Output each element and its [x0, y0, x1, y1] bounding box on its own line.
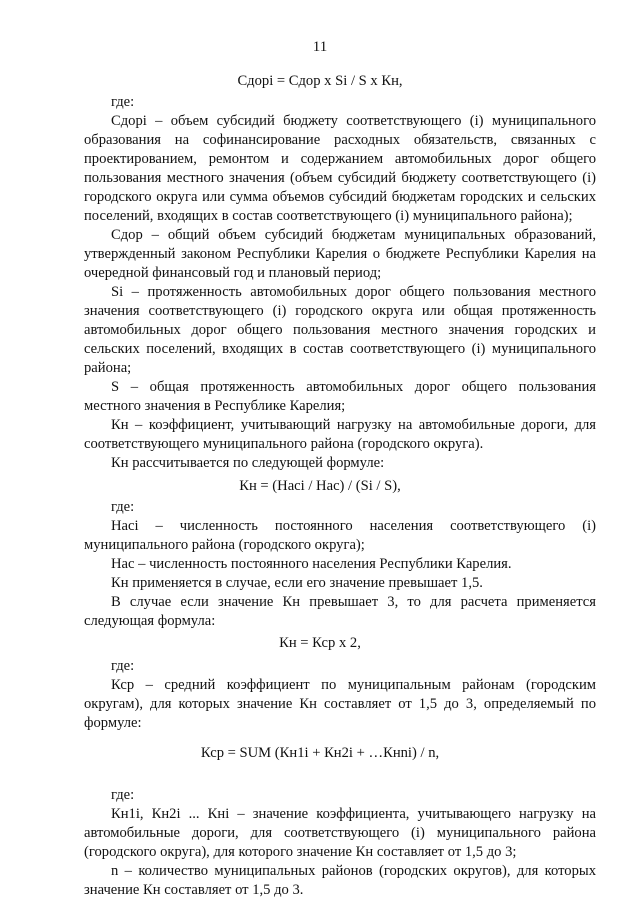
definition-s: S – общая протяженность автомобильных дорог общего пользования местного значения в Республике Карелия; [84, 379, 596, 414]
definition-kni: Кн1i, Кн2i ... Кнi – значение коэффициента, учитывающего нагрузку на автомобильные дороги, для соответствующего (i) муниципального района (городского округа), для которого значение Кн составляет от 1,5 до 3; [84, 806, 596, 860]
definition-nasi: Насi – численность постоянного населения соответствующего (i) муниципального района (городского округа); [84, 518, 596, 553]
definition-si: Si – протяженность автомобильных дорог общего пользования местного значения соответствующего (i) городского округа или общая протяженность автомобильных дорог общего пользования местного значения городских и сельских поселений, входящих в состав соответствующего (i) муниципального района; [84, 284, 596, 376]
formula-kn: Кн = (Насi / Нас) / (Si / S), [239, 478, 401, 494]
kn-applies-note: Кн применяется в случае, если его значение превышает 1,5. [111, 575, 483, 591]
formula-main: Сдорi = Сдор x Si / S x Кн, [237, 73, 403, 89]
page-number: 11 [312, 39, 328, 55]
formula-ksr: Кср = SUM (Кн1i + Кн2i + …Кнni) / n, [200, 745, 440, 761]
definition-n: n – количество муниципальных районов (городских округов), для которых значение Кн составляет от 1,5 до 3. [84, 863, 596, 898]
formula-kn-3: Кн = Кср x 2, [279, 635, 361, 651]
definition-ksr: Кср – средний коэффициент по муниципальным районам (городским округам), для которых значение Кн составляет от 1,5 до 3, определяемый по формуле: [84, 677, 596, 731]
where-label-3: где: [111, 658, 135, 674]
definition-sdori: Сдорi – объем субсидий бюджету соответствующего (i) муниципального образования на софинансирование расходных обязательств, связанных с проектированием, ремонтом и содержанием автомобильных дорог общего пользования местного значения (объем субсидий бюджету соответствующего (i) городского округа или сумма объемов субсидий бюджетам городских и сельских поселений, входящих в состав соответствующего (i) муниципального района); [84, 113, 596, 224]
where-label-1: где: [111, 94, 135, 110]
where-label-2: где: [111, 499, 135, 515]
where-label-4: где: [111, 787, 135, 803]
definition-sdor: Сдор – общий объем субсидий бюджетам муниципальных образований, утвержденный законом Республики Карелия о бюджете Республики Карелия на очередной финансовый год и плановый период; [84, 227, 596, 281]
definition-nas: Нас – численность постоянного населения Республики Карелия. [111, 556, 512, 572]
kn-intro: Кн рассчитывается по следующей формуле: [111, 455, 385, 471]
definition-kn: Кн – коэффициент, учитывающий нагрузку на автомобильные дороги, для соответствующего муниципального района (городского округа). [84, 417, 596, 452]
kn-over-3-note: В случае если значение Кн превышает 3, то для расчета применяется следующая формула: [84, 594, 596, 629]
